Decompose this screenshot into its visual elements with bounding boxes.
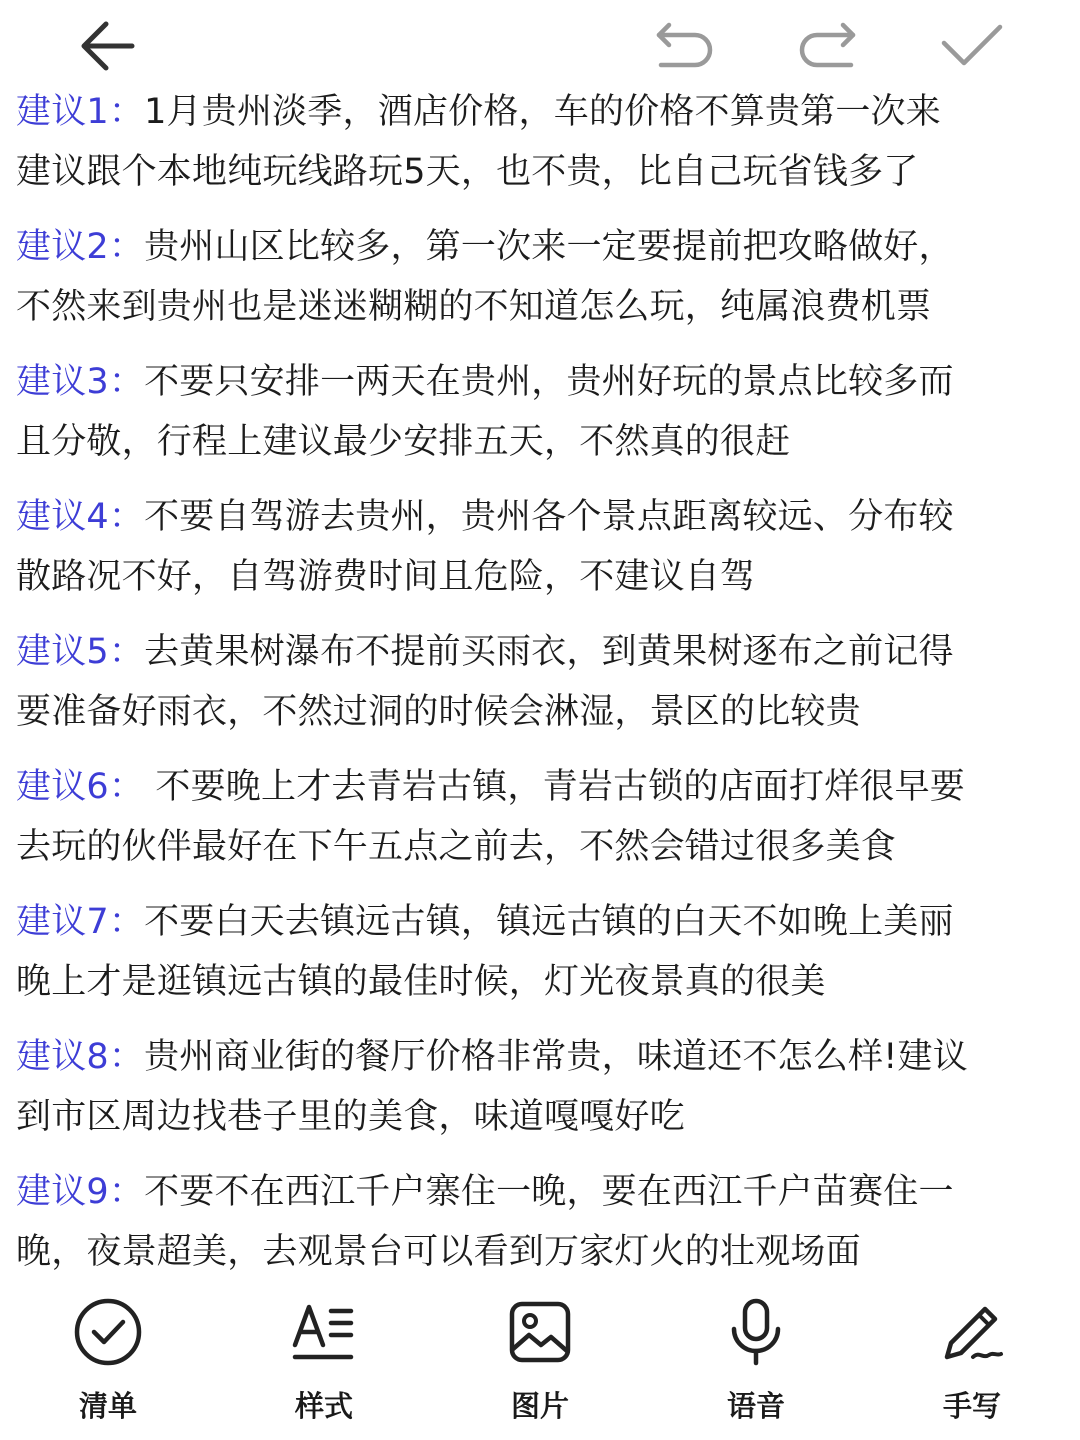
tip-paragraph-8 [16,1027,1072,1147]
checklist-button[interactable] [43,1290,173,1430]
top-toolbar [0,0,1080,92]
tip-paragraph-9 [16,1162,1072,1282]
tip-paragraph-7 [16,892,1072,1012]
back-button[interactable] [72,10,144,82]
tip-text: 1月贵州淡季，酒店价格，车的价格不算贵第一次来 [144,92,941,132]
text-style-icon [286,1294,362,1370]
tip-text: 不要晚上才去青岩古镇，青岩古锁的店面打烊很早要 [144,767,966,807]
tip-label: 建议7： [16,902,145,942]
image-button[interactable] [475,1290,605,1430]
tip-text: 去玩的伙伴最好在下午五点之前去，不然会错过很多美食 [16,827,897,867]
tip-paragraph-4 [16,487,1072,607]
tip-text: 晚，夜景超美，去观景台可以看到万家灯火的壮观场面 [16,1232,861,1272]
tip-text: 不要白天去镇远古镇，镇远古镇的白天不如晚上美丽 [144,902,954,942]
tip-paragraph-6 [16,757,1072,877]
tip-text: 晚上才是逛镇远古镇的最佳时候，灯光夜景真的很美 [16,962,826,1002]
checkmark-icon [940,21,1004,71]
checklist-label: 清单 [78,1389,137,1423]
tip-paragraph-2 [16,217,1072,337]
redo-icon [795,21,861,71]
tip-text: 要准备好雨衣，不然过洞的时候会淋湿，景区的比较贵 [16,692,861,732]
redo-button[interactable] [792,10,864,82]
undo-button[interactable] [648,10,720,82]
tip-text: 贵州山区比较多，第一次来一定要提前把攻略做好， [144,227,954,267]
handwriting-button[interactable] [907,1290,1037,1430]
done-button[interactable] [936,10,1008,82]
tip-text: 贵州商业街的餐厅价格非常贵，味道还不怎么样!建议 [144,1037,968,1077]
tip-label: 建议4： [16,497,145,537]
tip-text: 不要不在西江千户寨住一晚，要在西江千户苗赛住一 [144,1172,954,1212]
tip-paragraph-3 [16,352,1072,472]
voice-button[interactable] [691,1290,821,1430]
image-icon [502,1294,578,1370]
checklist-icon [70,1294,146,1370]
tip-label: 建议5： [16,632,145,672]
tip-text: 去黄果树瀑布不提前买雨衣，到黄果树逐布之前记得 [144,632,954,672]
tip-label: 建议6： [16,767,145,807]
text-style-button[interactable] [259,1290,389,1430]
tip-text: 到市区周边找巷子里的美食，味道嘎嘎好吃 [16,1097,685,1137]
microphone-icon [718,1294,794,1370]
tip-label: 建议2： [16,227,145,267]
tip-text: 不要自驾游去贵州，贵州各个景点距离较远、分布较 [144,497,954,537]
tip-text: 不要只安排一两天在贵州，贵州好玩的景点比较多而 [144,362,954,402]
tip-paragraph-5 [16,622,1072,742]
tip-text: 散路况不好，自驾游费时间且危险，不建议自驾 [16,557,756,597]
tip-label: 建议8： [16,1037,145,1077]
tip-label: 建议3： [16,362,145,402]
tip-text: 且分敬，行程上建议最少安排五天，不然真的很赶 [16,422,791,462]
tip-text: 建议跟个本地纯玩线路玩5天，也不贵，比自己玩省钱多了 [16,152,919,192]
bottom-toolbar [0,1290,1080,1440]
handwriting-label: 手写 [942,1389,1001,1423]
voice-label: 语音 [726,1389,785,1423]
tip-label: 建议9： [16,1172,145,1212]
note-editor[interactable] [16,82,1072,1297]
text-style-label: 样式 [294,1389,353,1423]
tip-text: 不然来到贵州也是迷迷糊糊的不知道怎么玩，纯属浪费机票 [16,287,932,327]
undo-icon [651,21,717,71]
pen-icon [934,1294,1010,1370]
arrow-left-icon [76,14,140,78]
tip-label: 建议1： [16,92,145,132]
image-label: 图片 [510,1389,569,1423]
tip-paragraph-1 [16,82,1072,202]
